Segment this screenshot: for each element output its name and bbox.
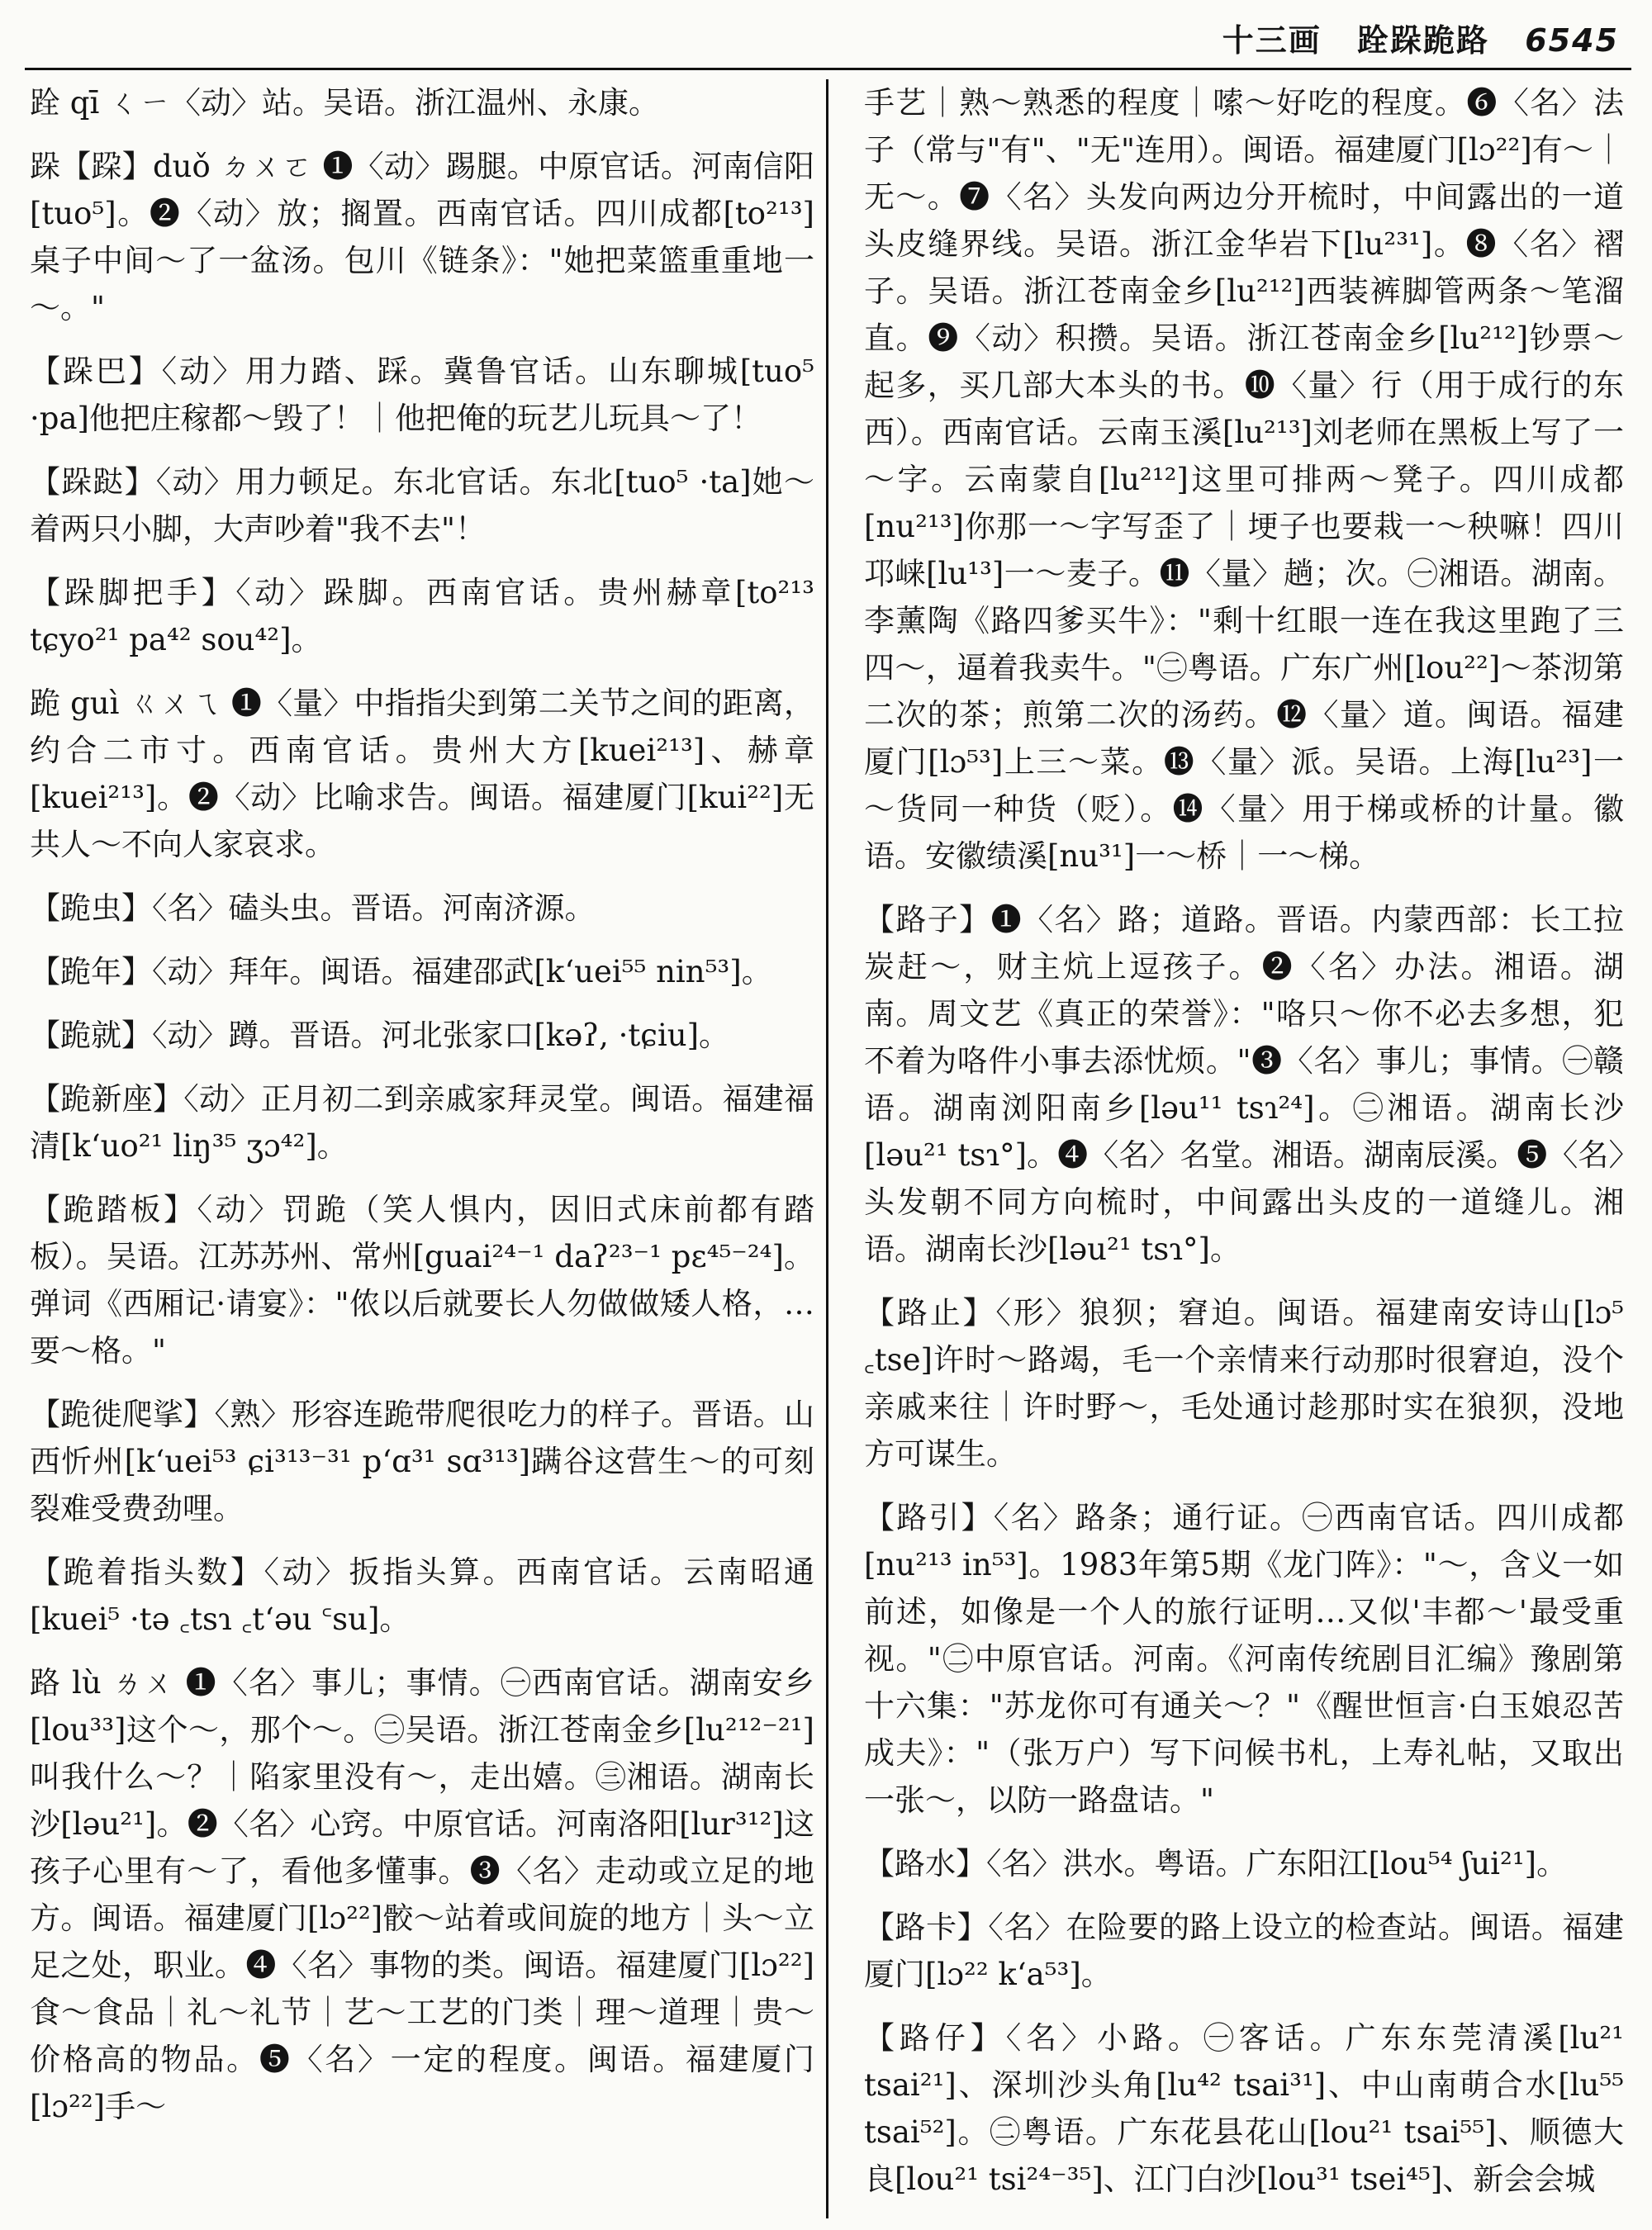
entry: 【跪年】〈动〉拜年。闽语。福建邵武[kʻuei⁵⁵ nin⁵³]。	[30, 954, 772, 989]
header-rule	[25, 68, 1631, 70]
entry: 跺【跥】duǒ ㄉㄨㄛ ❶〈动〉踢腿。中原官话。河南信阳[tuo⁵]。❷〈动〉放；搁置。西南官话。四川成都[to²¹³]桌子中间～了一盆汤。包川《链条》："她把菜篮重重地一～。"	[30, 149, 814, 325]
entry: 【路卡】〈名〉在险要的路上设立的检查站。闽语。福建厦门[lɔ²² kʻa⁵³]。	[864, 1910, 1624, 1992]
chapter-label: 十三画	[1222, 21, 1322, 59]
header-headwords: 跧跺跪路	[1356, 21, 1489, 59]
entry: 跧 qī ㄑㄧ〈动〉站。吴语。浙江温州、永康。	[30, 85, 660, 121]
entry: 【跺巴】〈动〉用力踏、踩。冀鲁官话。山东聊城[tuo⁵ ·pa]他把庄稼都～毁了！｜他把俺的玩艺儿玩具～了！	[30, 353, 814, 436]
entry: 手艺｜熟～熟悉的程度｜嗦～好吃的程度。❻〈名〉法子（常与"有"、"无"连用）。闽语。福建厦门[lɔ²²]有～｜无～。❼〈名〉头发向两边分开梳时，中间露出的一道头皮缝界线。吴语。浙江金华岩下[lu²³¹]。❽〈名〉褶子。吴语。浙江苍南金乡[lu²¹²]西装裤脚管两条～笔溜直。❾〈动〉积攒。吴语。浙江苍南金乡[lu²¹²]钞票～起多，买几部大本头的书。❿〈量〉行（用于成行的东西）。西南官话。云南玉溪[lu²¹³]刘老师在黑板上写了一～字。云南蒙自[lu²¹²]这里可排两～凳子。四川成都[nu²¹³]你那一～字写歪了｜埂子也要栽一～秧嘛！四川邛崃[lu¹³]一～麦子。⓫〈量〉趟；次。㊀湘语。湖南。李薰陶《路四爹买牛》："剩十红眼一连在我这里跑了三四～，逼着我卖牛。"㊁粤语。广东广州[lou²²]～茶沏第二次的茶；煎第二次的汤药。⓬〈量〉道。闽语。福建厦门[lɔ⁵³]上三～菜。⓭〈量〉派。吴语。上海[lu²³]一～货同一种货（贬）。⓮〈量〉用于梯或桥的计量。徽语。安徽绩溪[nu³¹]一～桥｜一～梯。	[864, 85, 1624, 874]
entry: 【跪就】〈动〉蹲。晋语。河北张家口[kəʔ, ·tɕiu]。	[30, 1018, 730, 1053]
right-column	[864, 79, 1624, 2219]
entry: 【跪新座】〈动〉正月初二到亲戚家拜灵堂。闽语。福建福清[kʻuo²¹ liŋ³⁵ ʒɔ⁴²]。	[30, 1081, 814, 1164]
page-number: 6545	[1525, 22, 1619, 59]
entry: 【路止】〈形〉狼狈；窘迫。闽语。福建南安诗山[lɔ⁵ ꜀tse]许时～路竭，毛一个亲情来行动那时很窘迫，没个亲戚来往｜许时野～，毛处通讨趁那时实在狼狈，没地方可谋生。	[864, 1295, 1624, 1472]
entry: 跪 guì ㄍㄨㄟ ❶〈量〉中指指尖到第二关节之间的距离，约合二市寸。西南官话。贵州大方[kuei²¹³]、赫章[kuei²¹³]。❷〈动〉比喻求告。闽语。福建厦门[kui²²]无共人～不向人家哀求。	[30, 686, 814, 862]
entry: 【跪踏板】〈动〉罚跪（笑人惧内，因旧式床前都有踏板）。吴语。江苏苏州、常州[guai²⁴⁻¹ daʔ²³⁻¹ pɛ⁴⁵⁻²⁴]。弹词《西厢记·请宴》："侬以后就要长人勿做做矮人格，…要～格。"	[30, 1192, 814, 1369]
entry: 【跪着指头数】〈动〉扳指头算。西南官话。云南昭通[kuei⁵ ·tə ꜀tsɿ ꜀tʻəu ꜂su]。	[30, 1554, 814, 1637]
entry: 【跪徙爬挲】〈熟〉形容连跪带爬很吃力的样子。晋语。山西忻州[kʻuei⁵³ ɕi³¹³⁻³¹ pʻɑ³¹ sɑ³¹³]蹒谷这营生～的可刻裂难受费劲哩。	[30, 1397, 814, 1526]
entry: 【路仔】〈名〉小路。㊀客话。广东东莞清溪[lu²¹ tsai²¹]、深圳沙头角[lu⁴² tsai³¹]、中山南萌合水[lu⁵⁵ tsai⁵²]。㊁粤语。广东花县花山[lou²¹ tsai⁵⁵]、顺德大良[lou²¹ tsi²⁴⁻³⁵]、江门白沙[lou³¹ tsei⁴⁵]、新会会城	[864, 2020, 1624, 2197]
page-header	[1222, 15, 1619, 60]
entry: 【路子】❶〈名〉路；道路。晋语。内蒙西部：长工拉炭赶～，财主炕上逗孩子。❷〈名〉办法。湘语。湖南。周文艺《真正的荣誉》："咯只～你不必去多想，犯不着为咯件小事去添忧烦。"❸〈名〉事儿；事情。㊀赣语。湖南浏阳南乡[ləu¹¹ tsɿ²⁴]。㊁湘语。湖南长沙[ləu²¹ tsɿ°]。❹〈名〉名堂。湘语。湖南辰溪。❺〈名〉头发朝不同方向梳时，中间露出头皮的一道缝儿。湘语。湖南长沙[ləu²¹ tsɿ°]。	[864, 902, 1624, 1267]
entry: 【跺脚把手】〈动〉跺脚。西南官话。贵州赫章[to²¹³ tɕyo²¹ pa⁴² sou⁴²]。	[30, 575, 814, 657]
entry: 【跺跶】〈动〉用力顿足。东北官话。东北[tuo⁵ ·ta]她～着两只小脚，大声吵着"我不去"！	[30, 464, 814, 547]
entry: 【路水】〈名〉洪水。粤语。广东阳江[lou⁵⁴ ʃui²¹]。	[864, 1846, 1568, 1881]
entry: 【跪虫】〈名〉磕头虫。晋语。河南济源。	[30, 890, 596, 926]
entry: 路 lù ㄌㄨ ❶〈名〉事儿；事情。㊀西南官话。湖南安乡[lou³³]这个～，那个～。㊁吴语。浙江苍南金乡[lu²¹²⁻²¹]叫我什么～？｜陷家里没有～，走出嬉。㊂湘语。湖南长沙[ləu²¹]。❷〈名〉心窍。中原官话。河南洛阳[lur³¹²]这孩子心里有～了，看他多懂事。❸〈名〉走动或立足的地方。闽语。福建厦门[lɔ²²]骹～站着或间旋的地方｜头～立足之处，职业。❹〈名〉事物的类。闽语。福建厦门[lɔ²²]食～食品｜礼～礼节｜艺～工艺的门类｜理～道理｜贵～价格高的物品。❺〈名〉一定的程度。闽语。福建厦门[lɔ²²]手～	[30, 1665, 814, 2124]
column-divider	[826, 79, 828, 2218]
left-column	[30, 79, 814, 2147]
entry: 【路引】〈名〉路条；通行证。㊀西南官话。四川成都[nu²¹³ in⁵³]。1983年第5期《龙门阵》："～，含义一如前述，如像是一个人的旅行证明…又似'丰都～'最受重视。"㊁中原官话。河南。《河南传统剧目汇编》豫剧第十六集："苏龙你可有通关～？"《醒世恒言·白玉娘忍苦成夫》："（张万户）写下问候书札，上寿礼帖，又取出一张～，以防一路盘诘。"	[864, 1500, 1624, 1818]
